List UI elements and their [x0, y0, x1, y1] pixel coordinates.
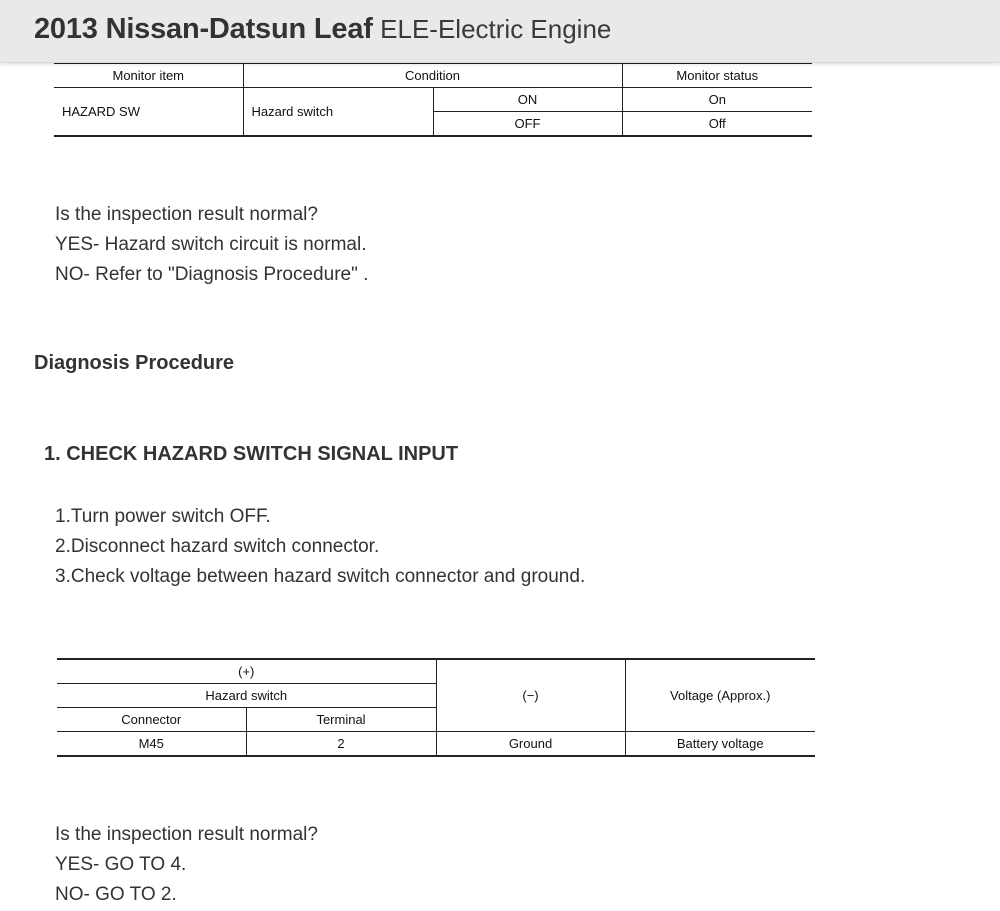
diagnosis-procedure-heading: Diagnosis Procedure: [34, 352, 235, 374]
monitor-table: [54, 62, 812, 137]
monitor-item-header: Monitor item: [54, 63, 243, 88]
monitor-status-header: Monitor status: [622, 63, 812, 88]
page-title: [34, 13, 611, 46]
step-1-instructions: [55, 502, 585, 592]
step-1-heading: 1. CHECK HAZARD SWITCH SIGNAL INPUT: [44, 443, 459, 465]
voltage-cell: Battery voltage: [625, 732, 815, 757]
result-no: NO- Refer to "Diagnosis Procedure" .: [55, 264, 369, 285]
connector-header: Connector: [57, 708, 246, 732]
voltage-header: Voltage (Approx.): [625, 659, 815, 732]
condition-header: Condition: [243, 63, 622, 88]
terminal-header: Terminal: [246, 708, 436, 732]
inspection-result-1: [55, 200, 368, 290]
instruction-item: 3.Check voltage between hazard switch connector and ground.: [55, 566, 586, 587]
result-no: NO- GO TO 2.: [55, 884, 177, 905]
instruction-item: 1.Turn power switch OFF.: [55, 506, 271, 527]
result-question: Is the inspection result normal?: [55, 204, 318, 225]
connector-cell: M45: [57, 732, 246, 757]
result-question: Is the inspection result normal?: [55, 824, 318, 845]
result-yes: YES- Hazard switch circuit is normal.: [55, 234, 367, 255]
section-subtitle: ELE-Electric Engine: [380, 14, 612, 44]
condition-state-on: ON: [433, 88, 622, 112]
minus-header: (−): [436, 659, 625, 732]
plus-header: (+): [57, 659, 436, 684]
page-header: [0, 0, 1000, 63]
terminal-cell: 2: [246, 732, 436, 757]
vehicle-title: 2013 Nissan-Datsun Leaf: [34, 13, 373, 45]
ground-cell: Ground: [436, 732, 625, 757]
status-off: Off: [622, 112, 812, 137]
condition-state-off: OFF: [433, 112, 622, 137]
instruction-item: 2.Disconnect hazard switch connector.: [55, 536, 380, 557]
status-on: On: [622, 88, 812, 112]
component-header: Hazard switch: [57, 684, 436, 708]
voltage-check-table: [57, 658, 815, 757]
result-yes: YES- GO TO 4.: [55, 854, 187, 875]
condition-cell: Hazard switch: [243, 88, 433, 137]
inspection-result-2: [55, 820, 318, 910]
monitor-item-cell: HAZARD SW: [54, 88, 243, 137]
